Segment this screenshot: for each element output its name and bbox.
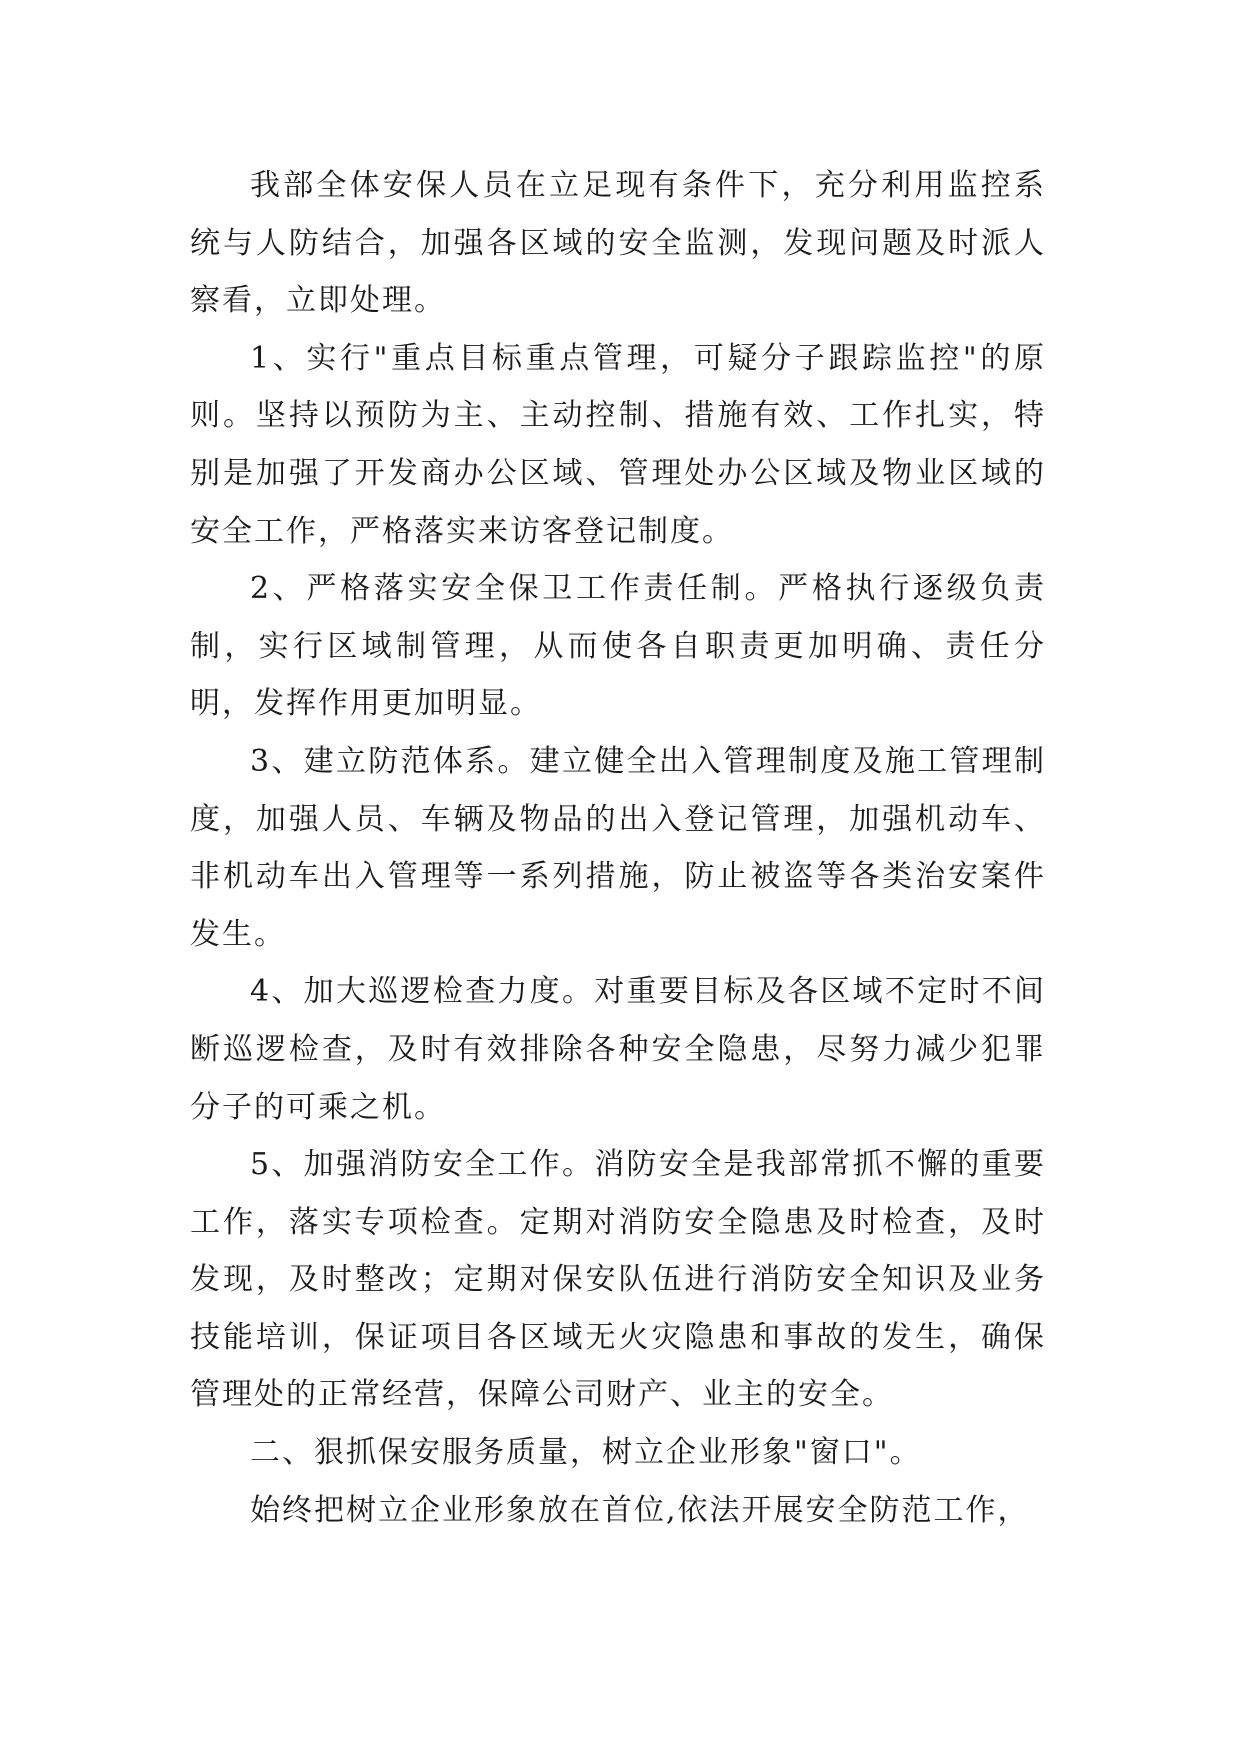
paragraph-item-2: 2、严格落实安全保卫工作责任制。严格执行逐级负责制，实行区域制管理，从而使各自职责更加明确、责任分明，发挥作用更加明显。	[190, 571, 1046, 722]
paragraph-item-4: 4、加大巡逻检查力度。对重要目标及各区域不定时不间断巡逻检查，及时有效排除各种安全隐患，尽努力减少犯罪分子的可乘之机。	[190, 974, 1046, 1125]
paragraph-item-5: 5、加强消防安全工作。消防安全是我部常抓不懈的重要工作，落实专项检查。定期对消防安全隐患及时检查，及时发现，及时整改；定期对保安队伍进行消防安全知识及业务技能培训，保证项目各区域无火灾隐患和事故的发生，确保管理处的正常经营，保障公司财产、业主的安全。	[190, 1147, 1046, 1413]
paragraph-item-1: 1、实行"重点目标重点管理，可疑分子跟踪监控"的原则。坚持以预防为主、主动控制、措施有效、工作扎实，特别是加强了开发商办公区域、管理处办公区域及物业区域的安全工作，严格落实来访客登记制度。	[190, 340, 1046, 549]
paragraph-intro: 我部全体安保人员在立足现有条件下，充分利用监控系统与人防结合，加强各区域的安全监测，发现问题及时派人察看，立即处理。	[190, 168, 1046, 319]
paragraph-item-3: 3、建立防范体系。建立健全出入管理制度及施工管理制度，加强人员、车辆及物品的出入登记管理，加强机动车、非机动车出入管理等一系列措施，防止被盗等各类治安案件发生。	[190, 743, 1046, 952]
paragraph-section-2-body: 始终把树立企业形象放在首位,依法开展安全防范工作，	[250, 1492, 1030, 1528]
section-heading-2: 二、狠抓保安服务质量，树立企业形象"窗口"。	[250, 1435, 922, 1471]
document-body	[190, 157, 1046, 1539]
